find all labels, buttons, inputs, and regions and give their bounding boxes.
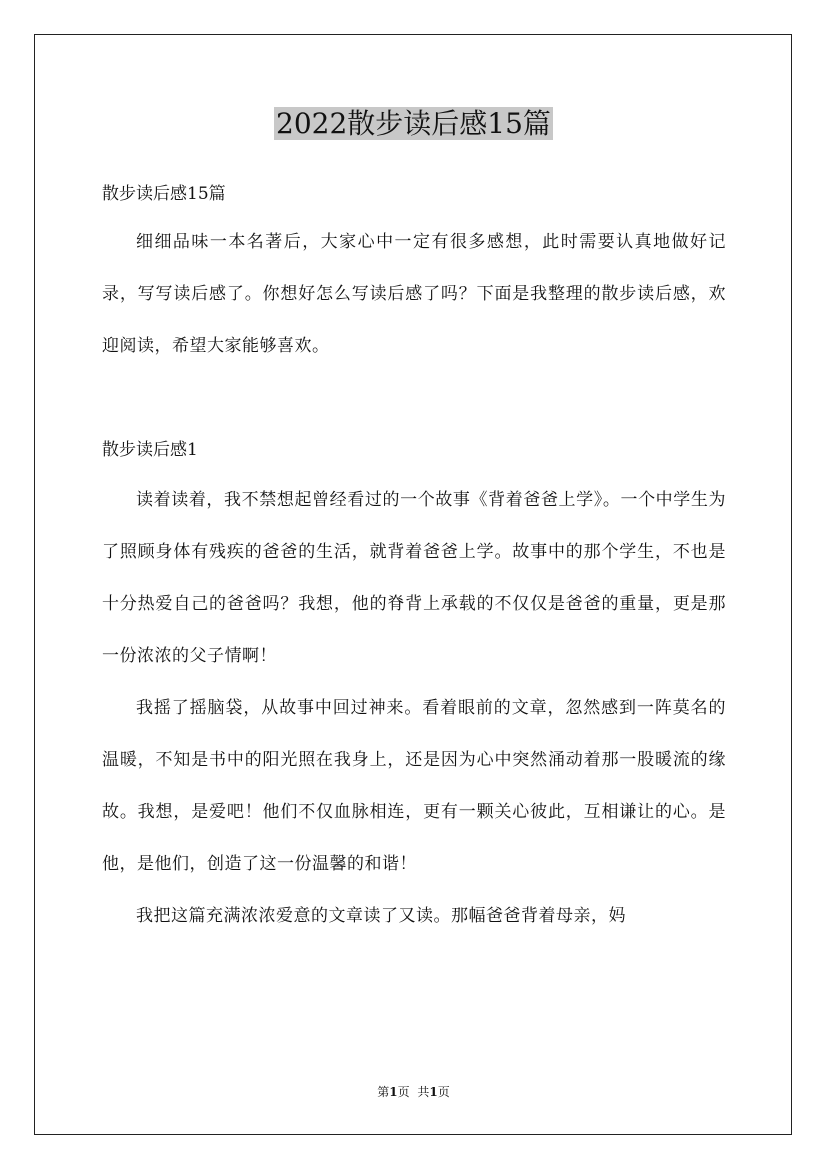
body-paragraph-2: 我摇了摇脑袋，从故事中回过神来。看着眼前的文章，忽然感到一阵莫名的温暖，不知是书中的阳光照在我身上，还是因为心中突然涌动着那一股暖流的缘故。我想，是爱吧！他们不仅血脉相连，更有一颗关心彼此，互相谦让的心。是他，是他们，创造了这一份温馨的和谐！ bbox=[102, 698, 726, 874]
body-paragraph-1: 读着读着，我不禁想起曾经看过的一个故事《背着爸爸上学》。一个中学生为了照顾身体有残疾的爸爸的生活，就背着爸爸上学。故事中的那个学生，不也是十分热爱自己的爸爸吗？我想，他的脊背上承载的不仅仅是爸爸的重量，更是那一份浓浓的父子情啊！ bbox=[102, 490, 726, 666]
page-suffix: 页 bbox=[397, 1085, 410, 1099]
page-number: 1 bbox=[389, 1085, 398, 1099]
section-heading: 散步读后感1 bbox=[102, 440, 198, 460]
spacer bbox=[102, 372, 726, 432]
body-paragraph-3: 我把这篇充满浓浓爱意的文章读了又读。那幅爸爸背着母亲，妈 bbox=[136, 906, 626, 926]
subtitle: 散步读后感15篇 bbox=[102, 184, 226, 204]
total-prefix: 共 bbox=[417, 1085, 430, 1099]
page-prefix: 第 bbox=[377, 1085, 390, 1099]
document-title bbox=[0, 104, 827, 144]
intro-paragraph: 细细品味一本名著后，大家心中一定有很多感想，此时需要认真地做好记录，写写读后感了。你想好怎么写读后感了吗？下面是我整理的散步读后感，欢迎阅读，希望大家能够喜欢。 bbox=[102, 232, 726, 356]
total-suffix: 页 bbox=[437, 1085, 450, 1099]
document-title-text: 2022散步读后感15篇 bbox=[276, 107, 551, 140]
document-body bbox=[102, 176, 726, 942]
page-footer bbox=[0, 1083, 827, 1101]
total-pages: 1 bbox=[429, 1085, 438, 1099]
